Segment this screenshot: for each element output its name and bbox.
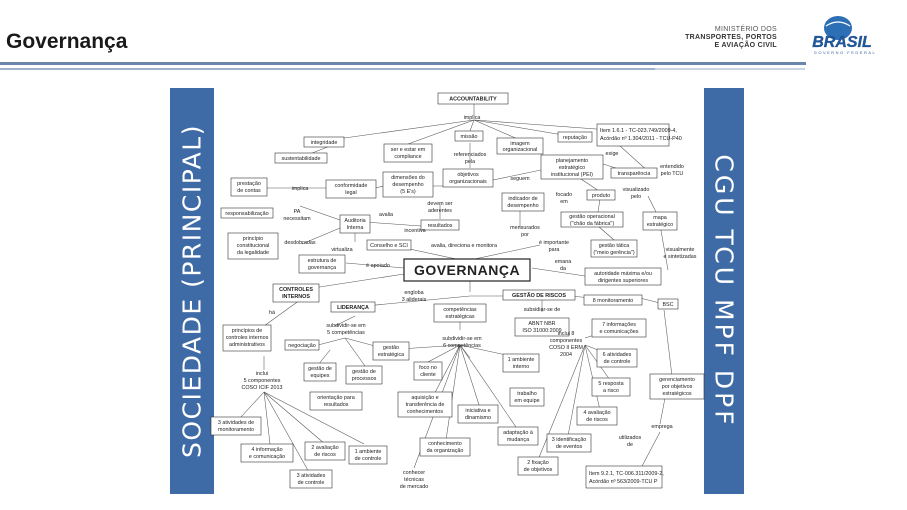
link-inclui-5: inclui <box>255 371 269 377</box>
concept-estrutura-label: estrutura de <box>307 258 337 264</box>
concept-controles-internos-label: INTERNOS <box>282 294 310 300</box>
concept-dimensoes-label: dimensões do <box>391 175 425 181</box>
concept-atividades-3b-label: de controle <box>297 480 325 486</box>
concept-informacao-4-label: e comunicação <box>248 454 286 460</box>
link-visualmente: visualmente <box>665 247 695 253</box>
link-pa: necessitam <box>283 216 311 222</box>
concept-gestao-estrategica-label: gestão <box>382 345 400 351</box>
concept-aquisicao-label: transferência de <box>405 402 445 408</box>
link-emana-da: da <box>560 266 566 272</box>
link-inclui-5: COSO ICIF 2013 <box>241 385 283 391</box>
concept-fixacao-2-label: 2 fixação <box>527 460 549 466</box>
link-e-apoiado: é apoiado <box>366 263 390 269</box>
concept-governanca-label: GOVERNANÇA <box>413 262 521 278</box>
concept-gestao-equipes-label: equipes <box>310 373 330 379</box>
link-e-importante: é importante <box>539 240 569 246</box>
concept-principios-controles-label: controles internos <box>225 335 269 341</box>
link-virtualiza: virtualiza <box>331 247 353 253</box>
link-seguem: seguem <box>510 176 530 182</box>
concept-bsc-label: BSC <box>662 302 674 308</box>
concept-prestacao-label: prestação <box>237 181 261 187</box>
link-visualizado: pelo <box>630 194 642 200</box>
concept-informacao-4-label: 4 informação <box>251 447 283 453</box>
concept-informacoes-7-label: 7 informações <box>602 322 636 328</box>
concept-objetivos-label: objetivos <box>457 172 479 178</box>
concept-conformidade-label: legal <box>345 190 357 196</box>
link-subdividir-6: subdividir-se em <box>442 336 482 342</box>
link-implica-2: implica <box>291 186 309 192</box>
ministry-logo-line: E AVIAÇÃO CIVIL <box>714 42 777 49</box>
concept-principios-controles-label: administrativos <box>229 342 265 348</box>
concept-conhecimento-label: da organização <box>426 448 464 454</box>
concept-ser-estar-label: compliance <box>394 154 422 160</box>
concept-autoridade-label: dirigentes superiores <box>597 278 649 284</box>
concept-atividades-3b-label: 3 atividades <box>296 473 326 479</box>
concept-principios-controles-label: princípios de <box>231 328 263 334</box>
link-ha: há <box>269 310 275 316</box>
link-referenciados: pela <box>464 159 476 165</box>
concept-iniciativa-label: dinamismo <box>464 415 492 421</box>
concept-aquisicao-label: aquisição e <box>411 395 439 401</box>
concept-gerenciamento-label: gerenciamento <box>659 377 695 383</box>
concept-atividades-6-label: 6 atividades <box>602 352 632 358</box>
concept-gestao-estrategica-label: estratégica <box>377 352 405 358</box>
brasil-logo-tagline: GOVERNO FEDERAL <box>813 50 877 55</box>
concept-gerenciamento-label: estratégicos <box>662 391 692 397</box>
concept-dimensoes-label: desempenho <box>392 182 424 188</box>
reference-item-bottom-line: Item 9.2.1, TC-006.311/2009-2, <box>589 471 664 477</box>
link-visualmente: e sintetizadas <box>663 254 697 260</box>
reference-item-top-line: Acórdão nº 1.304/2011 - TCU-P40 <box>600 136 682 142</box>
concept-atividades-3-label: monitoramento <box>218 427 254 433</box>
link-desdobradas: desdobradas <box>284 240 316 246</box>
concept-sustentabilidade-label: sustentabilidade <box>281 156 321 162</box>
concept-orientacao-label: resultados <box>323 402 349 408</box>
concept-gestao-riscos-label: GESTÃO DE RISCOS <box>512 293 566 299</box>
link-exige: exige <box>605 151 619 157</box>
link-inclui-8: componentes <box>549 338 583 344</box>
concept-gestao-operacional-label: gestão operacional <box>569 214 615 220</box>
concept-missao-label: missão <box>460 134 478 140</box>
link-mensurados: por <box>521 232 529 238</box>
concept-abnt-label: ABNT NBR <box>528 321 556 327</box>
link-inclui-5: 5 componentes <box>243 378 281 384</box>
concept-identificacao-3-label: de eventos <box>555 444 583 450</box>
concept-gestao-operacional-label: ("chão da fábrica") <box>569 221 615 227</box>
link-inclui-8: 2004 <box>560 352 572 358</box>
link-entendido: entendido <box>660 164 684 170</box>
link-utilizados: de <box>627 442 633 448</box>
concept-principio-label: princípio <box>242 236 264 242</box>
concept-auditoria-label: Interna <box>346 225 364 231</box>
concept-ambiente-1b-label: 1 ambiente <box>354 449 382 455</box>
link-subdividir-5: 5 competências <box>327 330 365 336</box>
link-emprega: emprega <box>651 424 673 430</box>
concept-gerenciamento-label: por objetivos <box>661 384 693 390</box>
link-e-importante: para <box>548 247 560 253</box>
concept-trabalho-label: trabalho <box>517 391 537 397</box>
link-utilizados: utilizados <box>618 435 642 441</box>
right-band-label: CGU TCU MPF DPF <box>709 154 739 428</box>
link-subsidia: subsidiar-se de <box>523 307 561 313</box>
link-devem-ser: aderentes <box>428 208 452 214</box>
link-mensurados: mensurados <box>510 225 540 231</box>
concept-principio-label: constitucional <box>236 243 270 249</box>
link-conhecer: conhecer <box>402 470 426 476</box>
concept-planejamento-label: estratégico <box>558 165 586 171</box>
ministry-logo-line: MINISTÉRIO DOS <box>714 26 777 33</box>
link-conhecer: de mercado <box>399 484 429 490</box>
link-subdividir-6: 6 competências <box>443 343 481 349</box>
concept-resposta-5-label: 5 resposta <box>598 381 624 387</box>
concept-foco-cliente-label: foco no <box>419 365 437 371</box>
concept-gestao-processos-label: processos <box>351 376 377 382</box>
concept-accountability-label: ACCOUNTABILITY <box>449 96 497 103</box>
concept-resultados-label: resultados <box>427 223 453 229</box>
link-avalia: avalia <box>378 212 394 218</box>
concept-adaptacao-label: mudança <box>506 437 530 443</box>
concept-atividades-6-label: de controle <box>603 359 631 365</box>
concept-reputacao-label: reputação <box>563 135 587 141</box>
link-implica: implica <box>463 115 481 121</box>
link-entendido: pelo TCU <box>660 171 684 177</box>
link-focado-em: focado <box>555 192 573 198</box>
concept-imagem-label: imagem <box>510 141 530 147</box>
reference-item-bottom-line: Acórdão nº 563/2009-TCU P <box>589 479 658 485</box>
link-inclui-8: COSO II ERM <box>549 345 583 351</box>
concept-planejamento-label: planejamento <box>555 158 589 164</box>
concept-abnt-label: ISO 31000:2009 <box>522 328 562 334</box>
concept-gestao-processos-label: gestão de <box>352 369 376 375</box>
concept-objetivos-label: organizacionais <box>449 179 487 185</box>
concept-indicador-label: indicador de <box>508 196 538 202</box>
concept-iniciativa-label: iniciativa e <box>465 408 491 414</box>
link-referenciados: referenciados <box>453 152 487 158</box>
concept-lideranca-label: LIDERANÇA <box>337 305 369 311</box>
concept-conformidade-label: conformidade <box>334 183 368 189</box>
concept-dimensoes-label: (5 E's) <box>400 189 416 195</box>
link-incentiva: incentiva <box>404 228 426 234</box>
left-band-label: SOCIEDADE (PRINCIPAL) <box>177 124 207 458</box>
concept-auditoria-label: Auditoria <box>344 218 366 224</box>
concept-ambiente-1-label: 1 ambiente <box>507 357 535 363</box>
concept-mapa-label: estratégico <box>646 222 674 228</box>
link-emana-da: emana <box>554 259 572 265</box>
concept-ambiente-1-label: interno <box>512 364 530 370</box>
link-inclui-8: inclui 8 <box>557 331 575 337</box>
concept-produto-label: produto <box>591 193 611 199</box>
link-subdividir-5: subdividir-se em <box>326 323 366 329</box>
concept-prestacao-label: de contas <box>237 188 261 194</box>
concept-mapa-label: mapa <box>653 215 667 221</box>
concept-trabalho-label: em equipe <box>514 398 540 404</box>
concept-foco-cliente-label: cliente <box>420 372 436 378</box>
concept-estrutura-label: governança <box>307 265 337 271</box>
concept-fixacao-2-label: de objetivos <box>523 467 553 473</box>
concept-aquisicao-label: conhecimentos <box>406 409 444 415</box>
concept-integridade-label: integridade <box>310 140 338 146</box>
concept-ser-estar-label: ser e estar em <box>390 147 426 153</box>
concept-conselho-label: Conselho e SCI <box>370 243 408 249</box>
concept-adaptacao-label: adaptação à <box>503 430 533 436</box>
concept-transparencia-label: transparência <box>617 171 651 177</box>
concept-monitoramento-8-label: 8 monitoramento <box>592 298 634 304</box>
ministry-logo-line: TRANSPORTES, PORTOS <box>685 34 777 41</box>
concept-atividades-3-label: 3 atividades de <box>217 420 255 426</box>
concept-principio-label: da legalidade <box>236 250 270 256</box>
concept-controles-internos-label: CONTROLES <box>279 287 313 293</box>
concept-informacoes-7-label: e comunicações <box>599 329 639 335</box>
concept-avaliacao-2-label: 2 avaliação <box>311 445 339 451</box>
concept-identificacao-3-label: 3 identificação <box>551 437 587 443</box>
concept-avaliacao-2-label: de riscos <box>314 452 336 458</box>
link-engloba: 3 aliderais <box>401 297 427 303</box>
concept-orientacao-label: orientação para <box>317 395 355 401</box>
concept-gestao-tatica-label: gestão tática <box>598 243 630 249</box>
link-devem-ser: devem ser <box>427 201 453 207</box>
concept-indicador-label: desempenho <box>507 203 539 209</box>
link-focado-em: em <box>560 199 568 205</box>
concept-autoridade-label: autoridade máxima e/ou <box>594 271 652 277</box>
concept-competencias-label: competências <box>443 307 477 313</box>
reference-item-top-line: Item 1.6.1 - TC-023.749/2009-4, <box>600 128 677 134</box>
concept-responsabilizacao-label: responsabilização <box>225 211 269 217</box>
concept-resposta-5-label: a risco <box>603 388 619 394</box>
link-conhecer: técnicas <box>404 477 424 483</box>
link-engloba: engloba <box>404 290 424 296</box>
concept-conhecimento-label: conhecimento <box>428 441 462 447</box>
concept-gestao-tatica-label: ("meio gerência") <box>593 250 635 256</box>
concept-avaliacao-4-label: 4 avaliação <box>583 410 611 416</box>
concept-competencias-label: estratégicas <box>445 314 475 320</box>
brasil-logo-text: BRASIL <box>812 34 872 51</box>
link-visualizado: visualizado <box>622 187 650 193</box>
concept-imagem-label: organizacional <box>502 147 538 153</box>
concept-planejamento-label: institucional (PEI) <box>551 172 593 178</box>
concept-gestao-equipes-label: gestão de <box>308 366 332 372</box>
link-avalia-direciona: avalia, direciona e monitora <box>431 243 497 249</box>
concept-ambiente-1b-label: de controle <box>354 456 382 462</box>
concept-negociacao-label: negociação <box>288 343 316 349</box>
link-pa: PA <box>293 209 301 215</box>
page-title: Governança <box>6 30 128 53</box>
concept-avaliacao-4-label: de riscos <box>586 417 608 423</box>
